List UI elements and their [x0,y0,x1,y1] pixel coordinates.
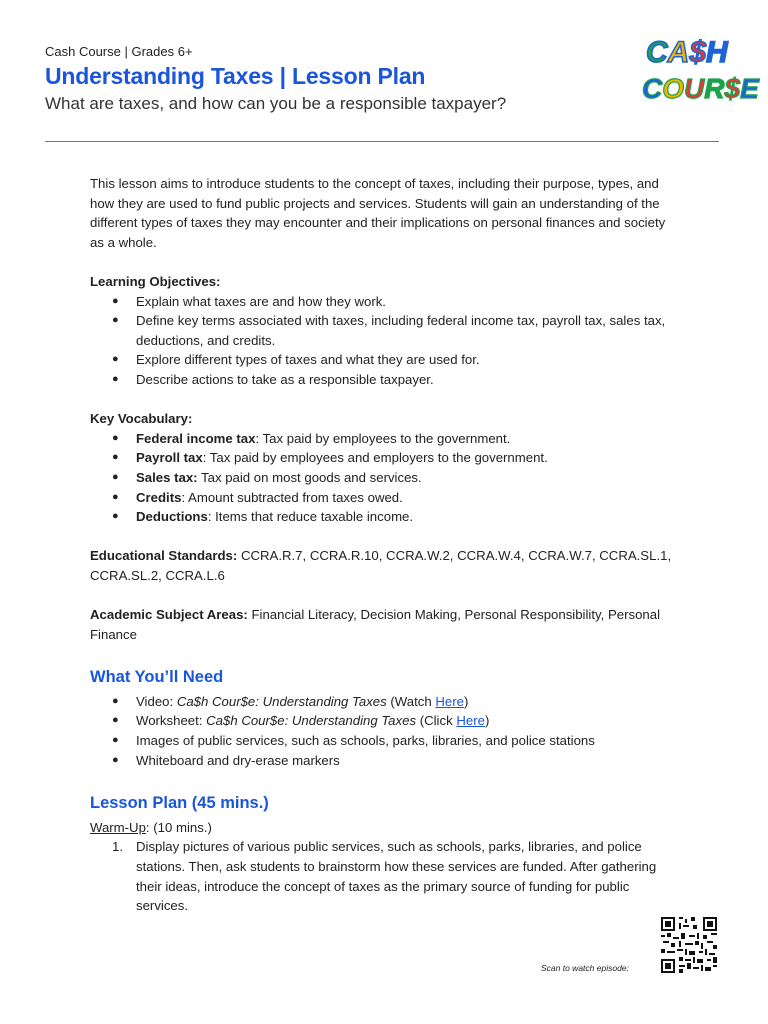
qr-code-icon[interactable] [661,917,717,973]
warmup-line [90,818,680,838]
course-kicker: Cash Course | Grades 6+ [45,44,193,59]
vocab-term: Payroll tax [136,450,203,466]
warmup-steps [90,837,680,915]
warmup-time: : (10 mins.) [145,819,212,835]
list-item: ● Explain what taxes are and how they work. [90,292,680,312]
logo-line-2: COUR$E [642,73,759,104]
list-item: ● Define key terms associated with taxes, including federal income tax, payroll tax, sales tax, deductions, and credits. [90,311,680,350]
needs-video-mid: (Watch [386,693,436,709]
intro-paragraph: This lesson aims to introduce students to the concept of taxes, including their purpose, types, and how they are used to fund public projects and services. Students will gain an understanding of the different types of taxes they may encounter and their implications on personal finances and society as a whole. [90,176,666,250]
step-text: Display pictures of various public services, such as schools, parks, libraries, and police stations. Then, ask students to brainstorm how these services are funded. After gathering their ideas, introduce the concept of taxes as the primary source of funding for public services. [136,839,657,914]
vocab-item [90,507,680,527]
subjects-label: Academic Subject Areas: [90,607,248,623]
standards-label: Educational Standards: [90,548,238,564]
vocab-term: Federal income tax [136,430,256,446]
list-item [90,711,680,731]
standards-paragraph [90,546,680,585]
needs-worksheet-suffix: ) [484,713,490,729]
page-title: Understanding Taxes | Lesson Plan [45,63,426,89]
needs-worksheet-prefix: Worksheet: [136,713,207,729]
vocab-item [90,448,680,468]
qr-caption: Scan to watch episode: [541,963,629,973]
needs-video-suffix: ) [463,693,469,709]
list-item: ● Whiteboard and dry-erase markers [90,751,680,771]
list-item [90,692,680,712]
subjects-text: Financial Literacy, Decision Making, Personal Responsibility, Personal Finance [90,607,661,642]
worksheet-link[interactable]: Here [456,713,485,729]
header-divider [45,141,719,142]
vocab-term: Deductions [136,509,208,525]
subjects-paragraph [90,605,680,644]
cash-course-logo [640,30,759,106]
vocab-term: Credits [136,489,182,505]
step-number: 1. [112,839,123,855]
warmup-label: Warm-Up [90,819,146,835]
needs-worksheet-title: Ca$h Cour$e: Understanding Taxes [206,713,417,729]
needs-video-title: Ca$h Cour$e: Understanding Taxes [176,693,387,709]
watch-video-link[interactable]: Here [435,693,464,709]
standards-text: CCRA.R.7, CCRA.R.10, CCRA.W.2, CCRA.W.4, CCRA.W.7, CCRA.SL.1, CCRA.SL.2, CCRA.L.6 [90,548,672,583]
lesson-body [90,174,680,916]
vocab-term: Sales tax: [136,469,198,485]
vocab-definition: Tax paid on most goods and services. [197,469,422,485]
needs-video-prefix: Video: [136,693,177,709]
vocab-item [90,488,680,508]
list-item: ● Describe actions to take as a responsible taxpayer. [90,370,680,390]
vocabulary-list [90,429,680,527]
needs-list [90,692,680,770]
vocab-item [90,468,680,488]
vocab-definition: : Tax paid by employees to the government. [255,430,511,446]
list-item: ● Images of public services, such as schools, parks, libraries, and police stations [90,731,680,751]
objectives-label: Learning Objectives: [90,273,221,289]
needs-heading: What You’ll Need [90,668,224,687]
list-item: ● Explore different types of taxes and what they are used for. [90,350,680,370]
list-item [90,837,680,915]
vocab-definition: : Amount subtracted from taxes owed. [181,489,403,505]
vocabulary-label: Key Vocabulary: [90,411,193,427]
page-subtitle: What are taxes, and how can you be a responsible taxpayer? [45,94,507,113]
needs-worksheet-mid: (Click [416,713,457,729]
vocab-definition: : Tax paid by employees and employers to the government. [202,450,548,466]
vocab-definition: : Items that reduce taxable income. [207,509,414,525]
lesson-plan-heading: Lesson Plan (45 mins.) [90,794,269,813]
objectives-list [90,292,680,390]
vocab-item [90,429,680,449]
document-header [45,44,725,114]
logo-line-1: CA$H [646,36,728,69]
